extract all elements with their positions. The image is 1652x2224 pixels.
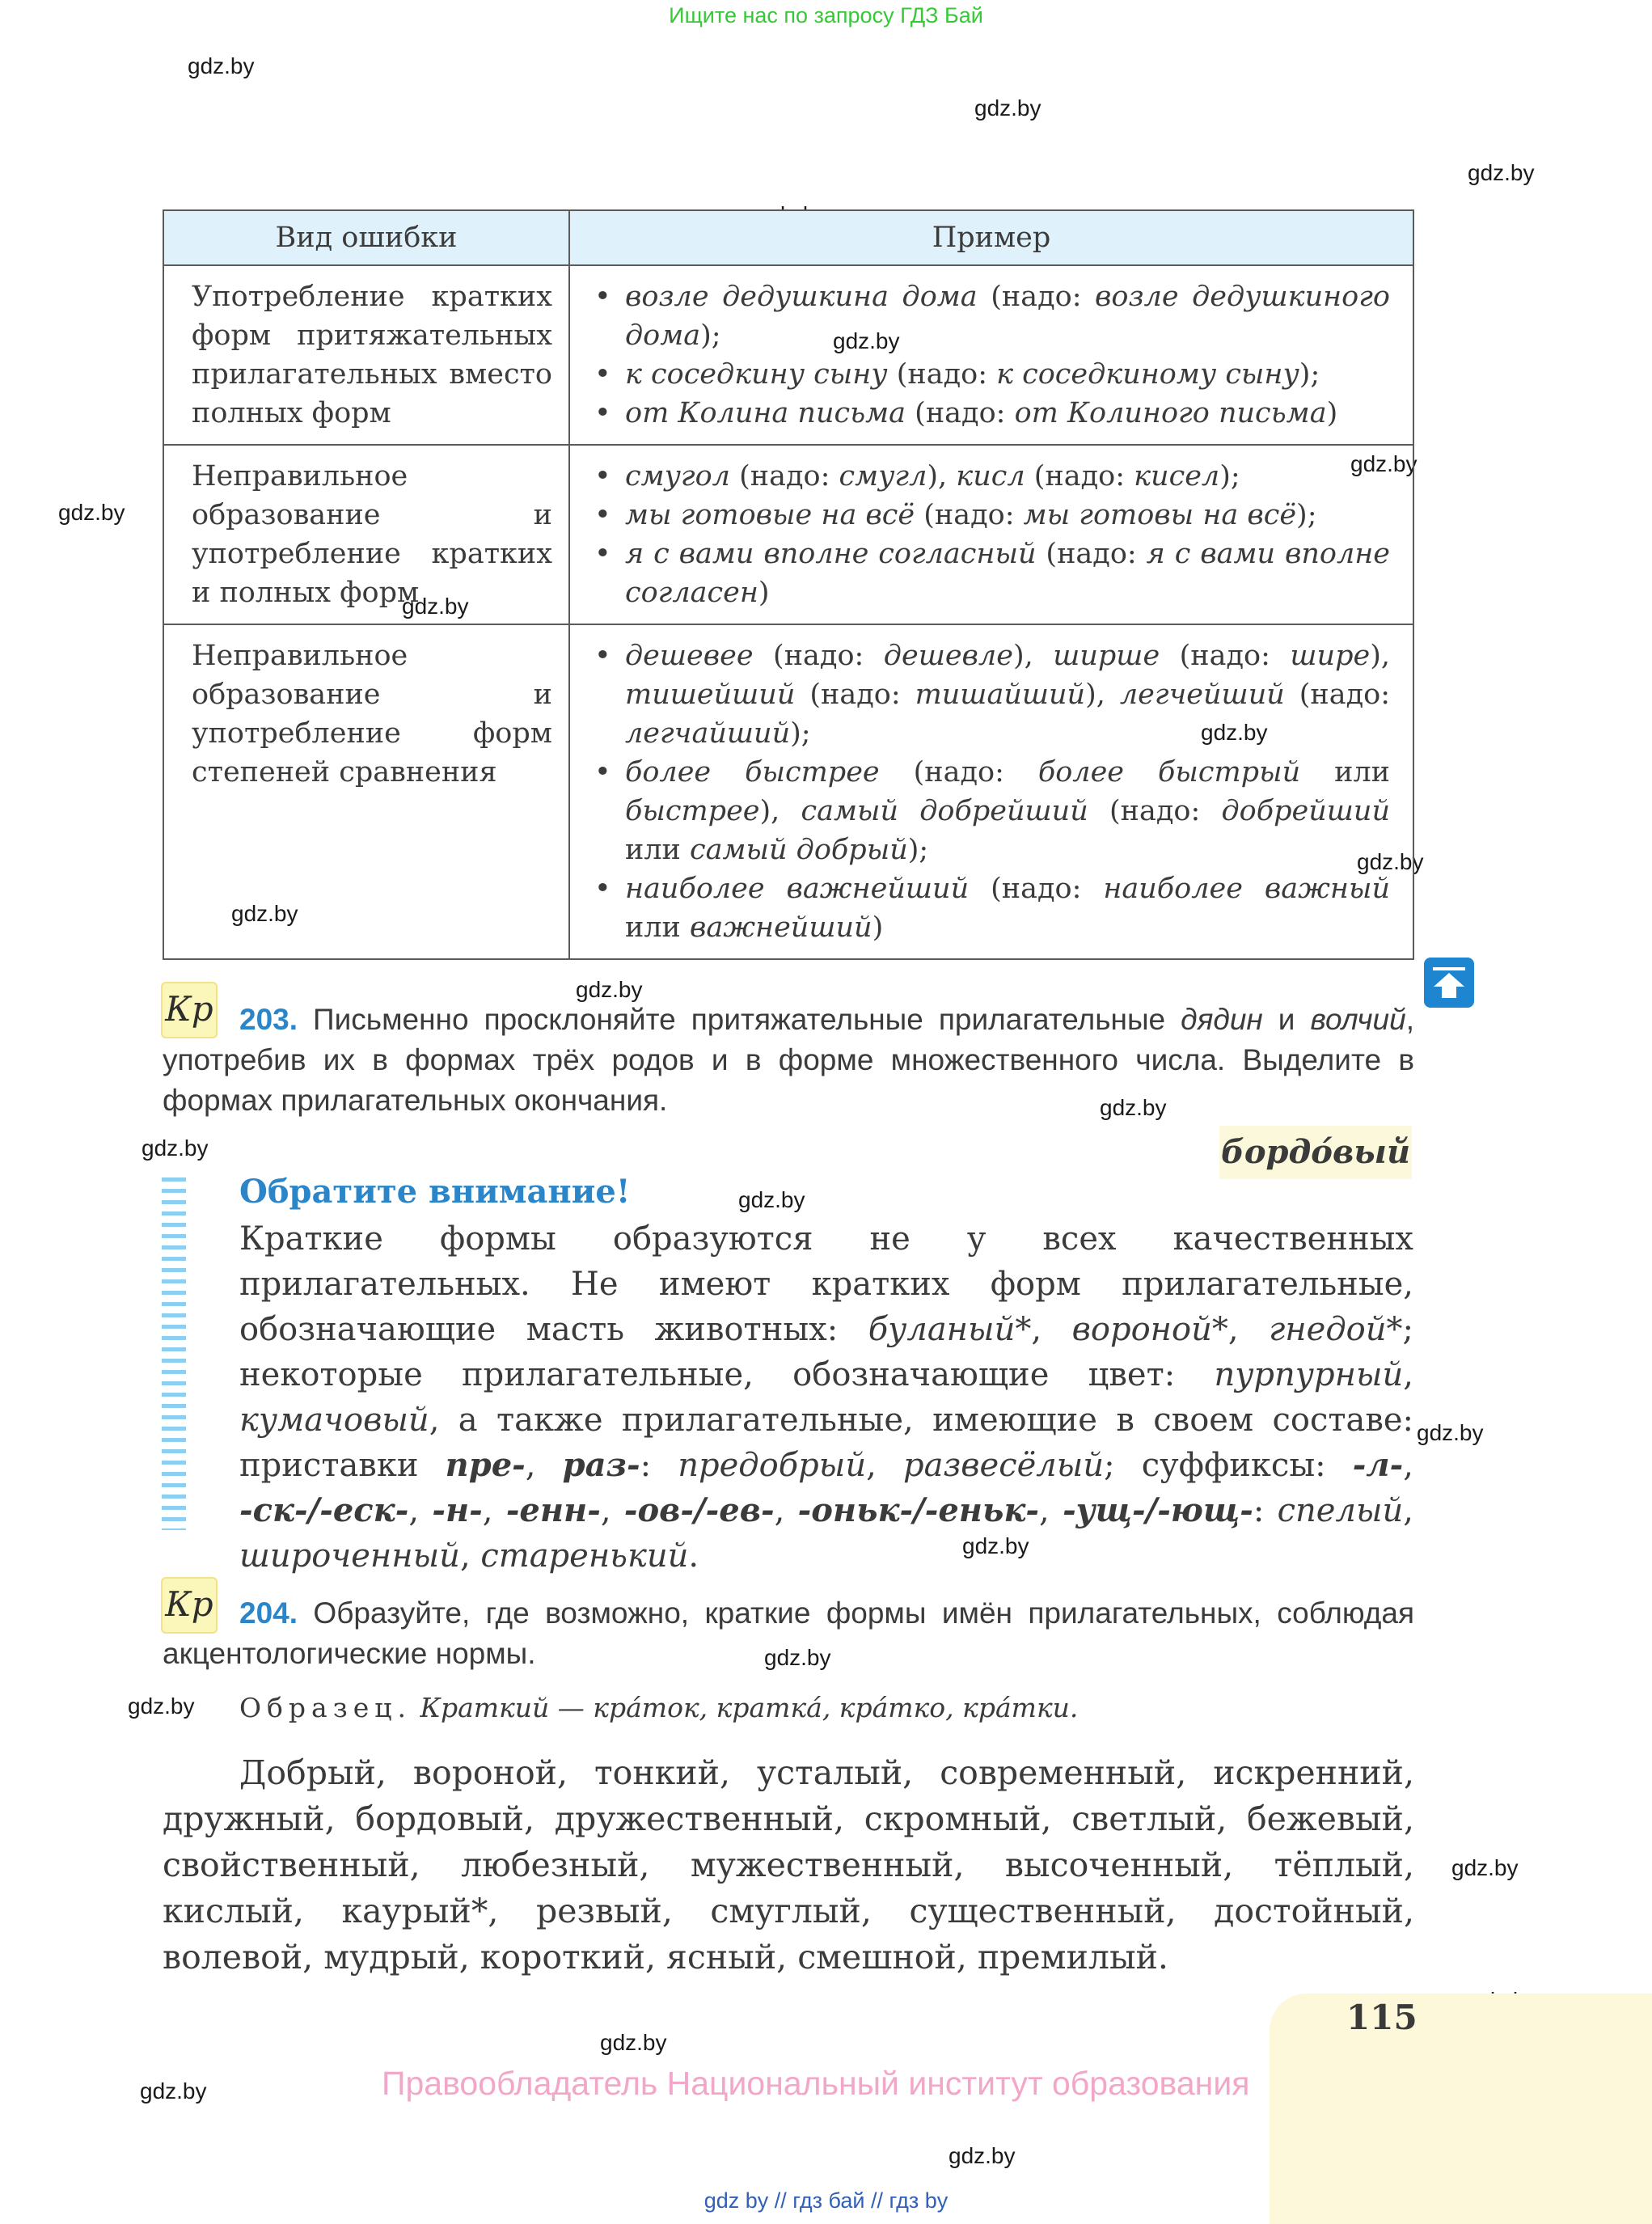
example-item: • дешевее (надо: дешевле), ширше (надо: шире), тишейший (надо: тишайший), легчейший (надо: легчайший); [589,636,1390,753]
word-list: Добрый, вороной, тонкий, усталый, современный, искренний, дружный, бордовый, дружественный, скромный, светлый, бежевый, свойственный, любезный, мужественный, высоченный, тёплый, кислый, каурый*, резвый, смуглый, существенный, достойный, волевой, мудрый, короткий, ясный, смешной, премилый. [163,1753,1414,1977]
task-number: 203. [239,1003,298,1036]
note-body: Краткие формы образуются не у всех качественных прилагательных. Не имеют кратких форм прилагательные, обозначающие масть животных: буланый*, вороной*, гнедой*; некоторые прилагательные, обозначающие цвет: пурпурный, кумачовый, а также прилагательные, имеющие в своем составе: приставки пре-, раз-: предобрый, развесёлый; суффиксы: -л-, -ск-/-еск-, -н-, -енн-, -ов-/-ев-, -оньк-/-еньк-, -ущ-/-ющ-: спелый, широченный, старенький. [239,1220,1414,1575]
task-badge: Кр [161,982,218,1038]
watermark: gdz.by [402,594,469,619]
example-item: • более быстрее (надо: более быстрый или быстрее), самый добрейший (надо: добрейший или самый добрый); [589,753,1390,869]
table-row [163,624,1413,959]
task-number: 204. [239,1596,298,1630]
example-line [239,1692,1078,1723]
watermark: gdz.by [140,2078,207,2103]
example-item: • от Колина письма (надо: от Колиного письма) [589,394,1390,433]
example-label: Образец. [239,1692,412,1723]
watermark: gdz.by [231,901,298,926]
example-item: • смугол (надо: смугл), кисл (надо: кисел); [589,457,1390,496]
watermark: gdz.by [949,2143,1016,2168]
watermark: gdz.by [1201,720,1268,745]
example-item: • возле дедушкина дома (надо: возле дедушкиного дома); [589,277,1390,355]
footer-links[interactable]: gdz by // гдз бай // гдз by [703,2188,949,2213]
table-row [163,445,1413,624]
scroll-up-button[interactable] [1424,958,1474,1008]
watermark: gdz.by [1468,160,1535,185]
task-text: Письменно просклоняйте притяжательные прилагательные дядин и волчий, употребив их в формах трёх родов и в форме множественного числа. Выделите в формах прилагательных окончания. [163,1003,1414,1117]
watermark: gdz.by [738,1187,805,1212]
watermark: gdz.by [764,1645,831,1670]
watermark: gdz.by [1357,849,1424,874]
table-header-cell: Пример [569,210,1413,265]
watermark: gdz.by [128,1693,195,1719]
watermark: gdz.by [833,328,900,353]
error-type-cell: Неправильное образование и употребление форм степеней сравнения [163,624,569,959]
page-number: 115 [1346,1998,1418,2037]
top-banner[interactable]: Ищите нас по запросу ГДЗ Бай [669,3,983,27]
watermark: gdz.by [974,95,1041,121]
watermark: gdz.by [600,2030,667,2055]
table-row [163,265,1413,445]
task-204 [163,1593,1414,1674]
example-item: • наиболее важнейший (надо: наиболее важный или важнейший) [589,869,1390,947]
note-title: Обратите внимание! [239,1173,631,1211]
example-item: • к соседкину сыну (надо: к соседкиному сыну); [589,355,1390,394]
watermark: gdz.by [188,53,255,78]
error-type-cell: Неправильное образование и употребление кратких и полных форм [163,445,569,624]
stress-word-box: бордо́вый [1219,1126,1412,1179]
watermark: gdz.by [142,1135,209,1161]
table-header-cell: Вид ошибки [163,210,569,265]
example-item: • мы готовые на всё (надо: мы готовы на всё); [589,496,1390,535]
watermark: gdz.by [1417,1420,1484,1445]
copyright-notice: Правообладатель Национальный институт образования [382,2065,1250,2102]
watermark: gdz.by [58,500,125,525]
task-text: Образуйте, где возможно, краткие формы имён прилагательных, соблюдая акцентологические нормы. [163,1596,1414,1670]
error-type-cell: Употребление кратких форм притяжательных прилагательных вместо полных форм [163,265,569,445]
watermark: gdz.by [1100,1095,1167,1120]
example-cell [569,265,1413,445]
arrow-up-icon [1424,958,1474,1008]
watermark: gdz.by [1350,451,1418,476]
example-text: Краткий — кра́ток, кратка́, кра́тко, кра́тки. [420,1692,1079,1723]
watermark: gdz.by [1451,1855,1519,1880]
task-203 [163,1000,1414,1121]
errors-table [163,209,1414,960]
watermark: gdz.by [576,977,643,1002]
example-cell [569,624,1413,959]
example-cell [569,445,1413,624]
note-side-bar [162,1178,186,1530]
watermark: gdz.by [962,1533,1029,1558]
example-item: • я с вами вполне согласный (надо: я с вами вполне согласен) [589,535,1390,612]
task-badge: Кр [161,1577,218,1634]
